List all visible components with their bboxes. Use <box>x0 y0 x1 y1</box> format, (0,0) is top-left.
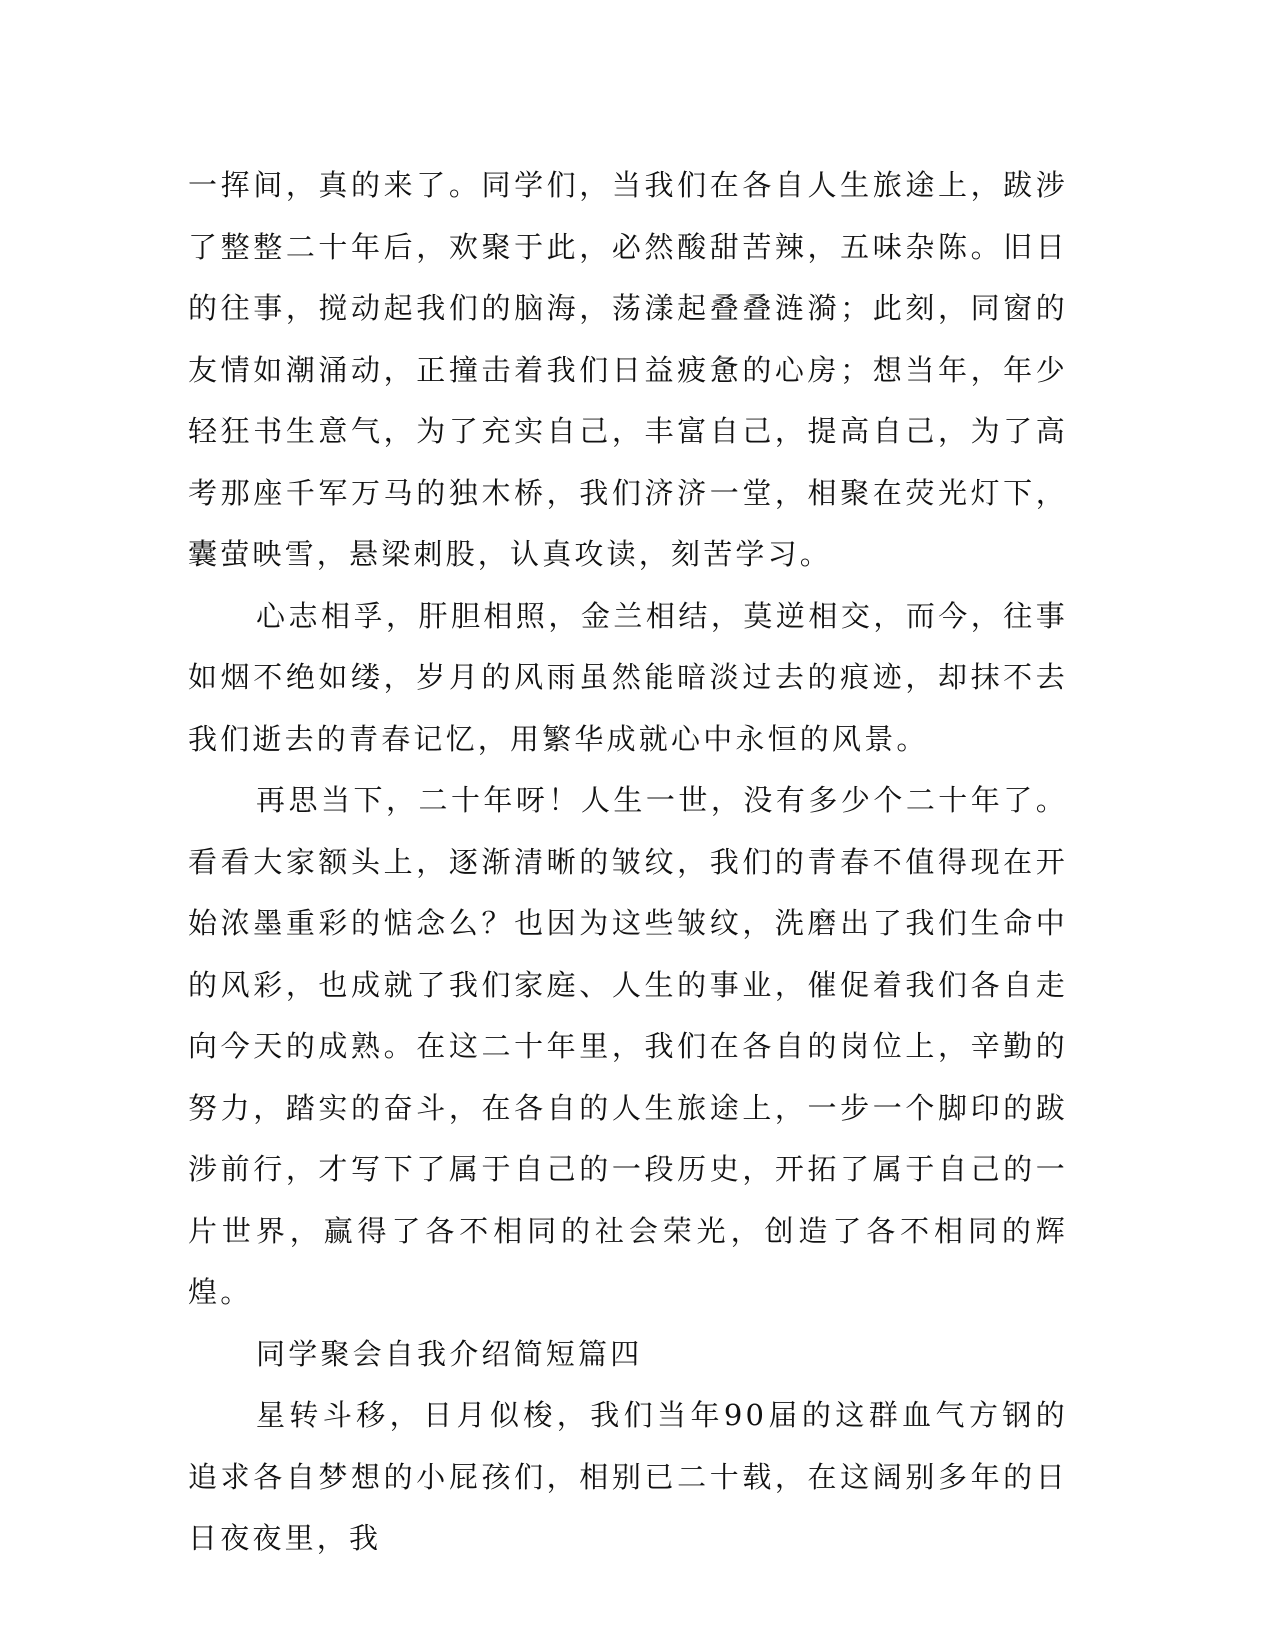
paragraph-4: 星转斗移，日月似梭，我们当年90届的这群血气方钢的追求各自梦想的小屁孩们，相别已二十载，在这阔别多年的日日夜夜里，我 <box>188 1398 1068 1555</box>
paragraph-3: 再思当下，二十年呀！人生一世，没有多少个二十年了。看看大家额头上，逐渐清晰的皱纹，我们的青春不值得现在开始浓墨重彩的惦念么？也因为这些皱纹，洗磨出了我们生命中的风彩，也成就了我们家庭、人生的事业，催促着我们各自走向今天的成熟。在这二十年里，我们在各自的岗位上，辛勤的努力，踏实的奋斗，在各自的人生旅途上，一步一个脚印的跋涉前行，才写下了属于自己的一段历史，开拓了属于自己的一片世界，赢得了各不相同的社会荣光，创造了各不相同的辉煌。 <box>188 783 1068 1309</box>
section-heading: 同学聚会自我介绍简短篇四 <box>256 1336 643 1371</box>
paragraph-1: 一挥间，真的来了。同学们，当我们在各自人生旅途上，跋涉了整整二十年后，欢聚于此，必然酸甜苦辣，五味杂陈。旧日的往事，搅动起我们的脑海，荡漾起叠叠涟漪；此刻，同窗的友情如潮涌动，正撞击着我们日益疲惫的心房；想当年，年少轻狂书生意气，为了充实自己，丰富自己，提高自己，为了高考那座千军万马的独木桥，我们济济一堂，相聚在荧光灯下，囊萤映雪，悬梁刺股，认真攻读，刻苦学习。 <box>188 168 1068 571</box>
paragraph-2: 心志相孚，肝胆相照，金兰相结，莫逆相交，而今，往事如烟不绝如缕，岁月的风雨虽然能暗淡过去的痕迹，却抹不去我们逝去的青春记忆，用繁华成就心中永恒的风景。 <box>188 598 1068 756</box>
document-body <box>188 155 1068 1570</box>
